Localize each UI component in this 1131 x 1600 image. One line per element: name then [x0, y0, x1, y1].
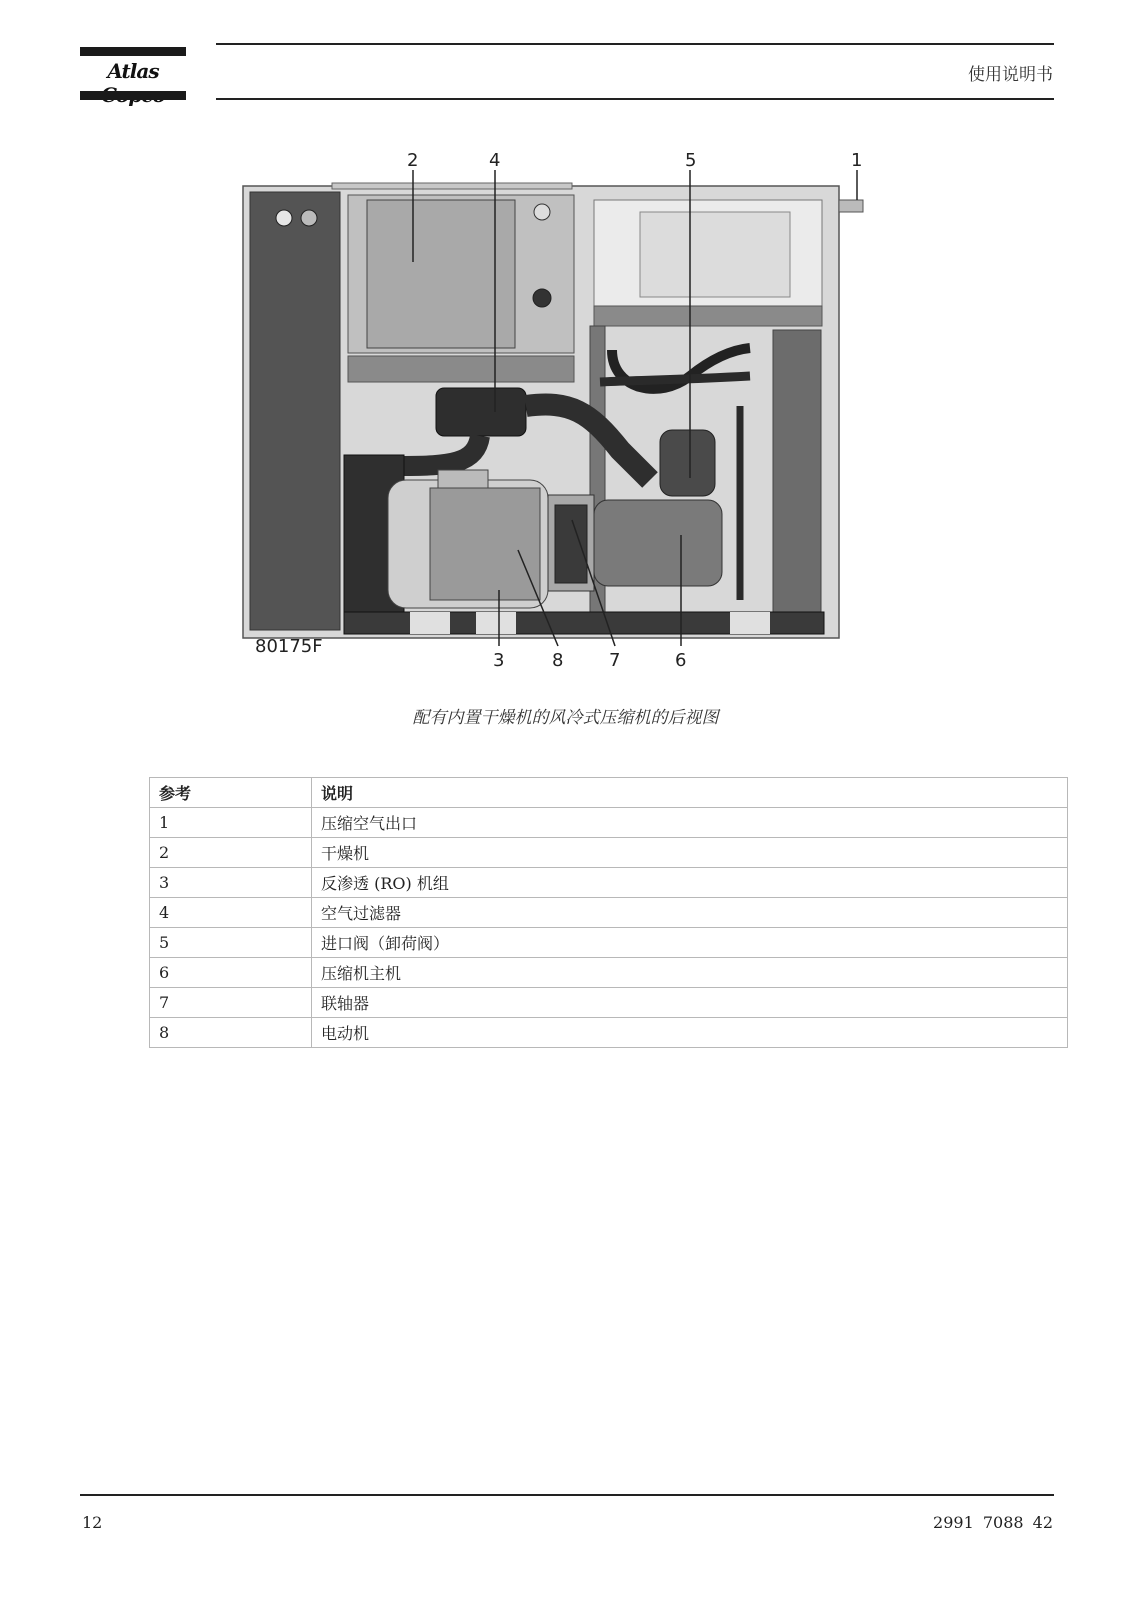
description-cell: 空气过滤器 [312, 898, 1068, 928]
description-cell: 联轴器 [312, 988, 1068, 1018]
callout-2: 2 [407, 150, 419, 171]
logo-bar-bottom [80, 91, 186, 100]
compressor-rear-view-figure [240, 150, 890, 680]
document-title: 使用说明书 [968, 65, 1053, 85]
header-rule-bottom [216, 98, 1054, 100]
reference-cell: 7 [150, 988, 312, 1018]
callout-4: 4 [489, 150, 501, 171]
callout-7: 7 [609, 650, 621, 671]
parts-legend-table [149, 777, 1068, 1048]
column-header-reference: 参考 [150, 778, 312, 808]
document-number: 2991 7088 42 [933, 1513, 1053, 1532]
reference-cell: 5 [150, 928, 312, 958]
table-row [150, 808, 1068, 838]
table-row [150, 928, 1068, 958]
callout-1: 1 [851, 150, 863, 171]
callout-6: 6 [675, 650, 687, 671]
description-cell: 反渗透 (RO) 机组 [312, 868, 1068, 898]
page-number: 12 [82, 1513, 103, 1532]
figure-code: 80175F [255, 636, 323, 657]
table-row [150, 958, 1068, 988]
description-cell: 压缩机主机 [312, 958, 1068, 988]
footer-rule [80, 1494, 1054, 1496]
logo-wordmark: Atlas [107, 59, 159, 83]
reference-cell: 8 [150, 1018, 312, 1048]
header-rule-top [216, 43, 1054, 45]
reference-cell: 6 [150, 958, 312, 988]
reference-cell: 1 [150, 808, 312, 838]
reference-cell: 3 [150, 868, 312, 898]
table-row [150, 868, 1068, 898]
table-row [150, 988, 1068, 1018]
callout-8: 8 [552, 650, 564, 671]
description-cell: 干燥机 [312, 838, 1068, 868]
callout-5: 5 [685, 150, 697, 171]
table-row [150, 898, 1068, 928]
description-cell: 进口阀（卸荷阀） [312, 928, 1068, 958]
compressor-illustration [240, 150, 890, 680]
figure-caption: 配有内置干燥机的风冷式压缩机的后视图 [412, 708, 719, 728]
reference-cell: 4 [150, 898, 312, 928]
table-header-row [150, 778, 1068, 808]
logo-bar-top [80, 47, 186, 56]
atlas-copco-logo [80, 47, 186, 100]
reference-cell: 2 [150, 838, 312, 868]
column-header-description: 说明 [312, 778, 1068, 808]
callout-3: 3 [493, 650, 505, 671]
table-row [150, 838, 1068, 868]
table-row [150, 1018, 1068, 1048]
description-cell: 电动机 [312, 1018, 1068, 1048]
description-cell: 压缩空气出口 [312, 808, 1068, 838]
